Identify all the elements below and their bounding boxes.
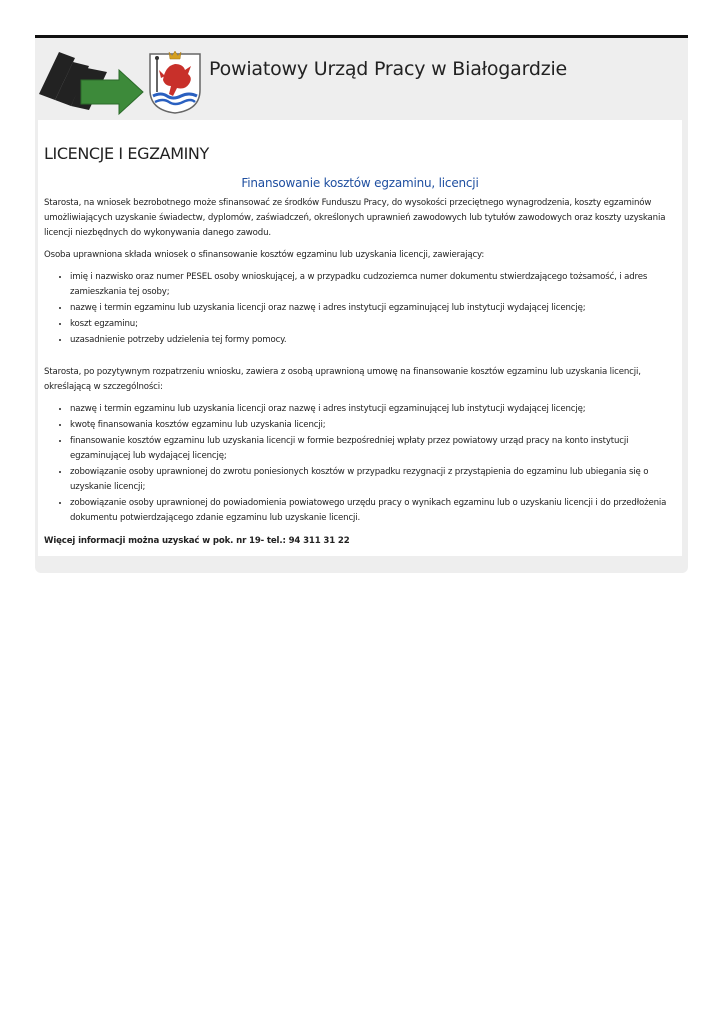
list-item: • finansowanie kosztów egzaminu lub uzyskania licencji w formie bezpośredniej wpłaty przez powiatowy urząd pracy na konto instytucji egzaminującej lub wydającej licencję;: [70, 434, 672, 464]
list-item: • koszt egzaminu;: [70, 317, 672, 332]
page-title: LICENCJE I EGZAMINY: [44, 144, 209, 163]
griffin-crest-icon: [147, 50, 203, 114]
intro-paragraph: Starosta, na wniosek bezrobotnego może sfinansować ze środków Funduszu Pracy, do wysokości przeciętnego wynagrodzenia, koszty egzaminów umożliwiających uzyskanie świadectw, dyplomów, zaświadczeń, określonych uprawnień zawodowych lub tytułów zawodowych oraz koszty uzyskania licencji niezbędnych do wykonywania danego zawodu.: [44, 198, 666, 238]
arrows-logo-icon[interactable]: [37, 48, 147, 116]
spacer: [44, 349, 672, 365]
list-item: • nazwę i termin egzaminu lub uzyskania licencji oraz nazwę i adres instytucji egzaminującej lub instytucji wydającej licencję;: [70, 402, 672, 417]
list-item: • nazwę i termin egzaminu lub uzyskania licencji oraz nazwę i adres instytucji egzaminującej lub instytucji wydającej licencję;: [70, 301, 672, 316]
contact-info: Więcej informacji można uzyskać w pok. nr 19- tel.: 94 311 31 22: [44, 536, 350, 546]
list-item: • uzasadnienie potrzeby udzielenia tej formy pomocy.: [70, 333, 672, 348]
page-frame: [35, 35, 688, 573]
article-body: [44, 196, 672, 556]
list-item: • imię i nazwisko oraz numer PESEL osoby wnioskującej, a w przypadku cudzoziemca numer dokumentu stwierdzającego tożsamość, i adres zamieszkania tej osoby;: [70, 270, 672, 300]
site-title[interactable]: Powiatowy Urząd Pracy w Białogardzie: [209, 58, 568, 80]
application-intro: Osoba uprawniona składa wniosek o sfinansowanie kosztów egzaminu lub uzyskania licencji, zawierający:: [44, 250, 485, 260]
application-list: [44, 270, 672, 348]
contract-list: [44, 402, 672, 526]
list-item: • zobowiązanie osoby uprawnionej do zwrotu poniesionych kosztów w przypadku rezygnacji z przystąpienia do egzaminu lub ubiegania się o uzyskanie licencji;: [70, 465, 672, 495]
list-item: • kwotę finansowania kosztów egzaminu lub uzyskania licencji;: [70, 418, 672, 433]
site-header: [35, 38, 688, 118]
section-title: Finansowanie kosztów egzaminu, licencji: [241, 176, 479, 190]
main-content: [38, 120, 682, 556]
list-item: • zobowiązanie osoby uprawnionej do powiadomienia powiatowego urzędu pracy o wynikach egzaminu lub o uzyskaniu licencji i do przedłożenia dokumentu potwierdzającego zdanie egzaminu lub uzyskanie licencji.: [70, 496, 672, 526]
contract-intro: Starosta, po pozytywnym rozpatrzeniu wniosku, zawiera z osobą uprawnioną umowę na finansowanie kosztów egzaminu lub uzyskania licencji, określającą w szczególności:: [44, 367, 641, 392]
